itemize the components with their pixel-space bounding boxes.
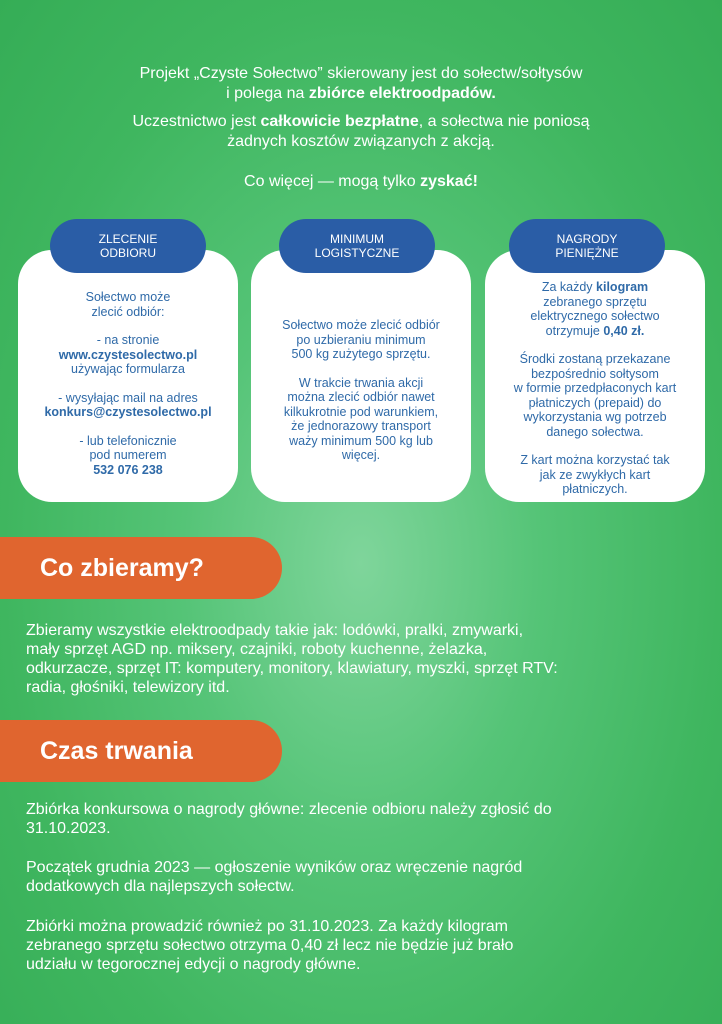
- intro-line: żadnych kosztów związanych z akcją.: [227, 133, 495, 150]
- card-text: waży minimum 500 kg lub: [289, 433, 433, 448]
- card-logistic-minimum: [251, 250, 471, 502]
- card-title-line: PIENIĘŻNE: [555, 246, 619, 260]
- card-text: płatniczych.: [562, 482, 628, 496]
- section-heading-duration: [0, 720, 282, 782]
- card-body: [499, 280, 691, 497]
- card-text: po uzbieraniu minimum: [296, 332, 426, 347]
- card-body: [32, 290, 224, 477]
- intro-paragraph-gain: [0, 172, 722, 192]
- duration-paragraph-results: [26, 858, 696, 896]
- collect-paragraph: [26, 621, 696, 697]
- intro-line: Co więcej — mogą tylko: [244, 173, 421, 190]
- card-text: kilkukrotnie pod warunkiem,: [283, 404, 439, 419]
- card-title-pickup-order: [50, 219, 206, 273]
- card-text: W trakcie trwania akcji: [298, 375, 424, 390]
- card-text: że jednorazowy transport: [291, 419, 431, 433]
- card-title-cash-prizes: [509, 219, 665, 273]
- email-link[interactable]: konkurs@czystesolectwo.pl: [44, 405, 212, 419]
- paragraph-line: Zbieramy wszystkie elektroodpady takie jak: lodówki, pralki, zmywarki,: [26, 622, 524, 639]
- card-text: wykorzystania wg potrzeb: [523, 410, 667, 424]
- card-text: Sołectwo może zlecić odbiór: [282, 318, 440, 332]
- intro-bold: całkowicie bezpłatne: [260, 113, 419, 130]
- paragraph-line: mały sprzęt AGD np. miksery, czajniki, roboty kuchenne, żelazka,: [26, 641, 488, 658]
- card-cash-prizes: [485, 250, 705, 502]
- website-link[interactable]: www.czystesolectwo.pl: [58, 347, 198, 362]
- intro-line: Uczestnictwo jest: [132, 113, 261, 130]
- intro-bold: zyskać!: [420, 173, 478, 190]
- paragraph-line: udziału w tegorocznej edycji o nagrody główne.: [26, 956, 361, 973]
- card-title-line: ZLECENIE: [98, 232, 158, 246]
- intro-line: i polega na: [226, 85, 309, 102]
- card-title-line: NAGRODY: [556, 232, 618, 246]
- intro-line: , a sołectwa nie poniosą: [418, 113, 590, 130]
- card-text: Środki zostaną przekazane: [519, 352, 671, 366]
- paragraph-line: dodatkowych dla najlepszych sołectw.: [26, 878, 295, 895]
- paragraph-line: 31.10.2023.: [26, 820, 111, 837]
- duration-paragraph-after-deadline: [26, 917, 696, 974]
- card-title-line: ODBIORU: [99, 246, 156, 260]
- card-text: jak ze zwykłych kart: [539, 467, 651, 482]
- card-title-line: LOGISTYCZNE: [314, 246, 400, 260]
- paragraph-line: Zbiórki można prowadzić również po 31.10.2023. Za każdy kilogram: [26, 918, 509, 935]
- card-text: w formie przedpłaconych kart: [513, 381, 677, 395]
- section-heading-collect: [0, 537, 282, 599]
- card-title-logistic-minimum: [279, 219, 435, 273]
- card-text: Z kart można korzystać tak: [520, 453, 670, 467]
- paragraph-line: radia, głośniki, telewizory itd.: [26, 679, 230, 696]
- card-text-bold: 0,40 zł.: [603, 323, 645, 338]
- intro-paragraph-free: [0, 112, 722, 152]
- paragraph-line: Początek grudnia 2023 — ogłoszenie wyników oraz wręczenie nagród: [26, 859, 523, 876]
- card-text: - na stronie: [96, 333, 160, 347]
- paragraph-line: Zbiórka konkursowa o nagrody główne: zlecenie odbioru należy zgłosić do: [26, 801, 552, 818]
- intro-line: Projekt „Czyste Sołectwo” skierowany jest do sołectw/sołtysów: [139, 65, 583, 82]
- card-text: Za każdy: [541, 280, 597, 294]
- card-text: Sołectwo może: [85, 290, 171, 304]
- card-text: pod numerem: [89, 448, 167, 462]
- card-text: - lub telefonicznie: [79, 433, 177, 448]
- card-title-line: MINIMUM: [330, 232, 384, 246]
- duration-paragraph-main-prizes: [26, 800, 696, 838]
- card-text: używając formularza: [71, 362, 185, 376]
- card-text-bold: kilogram: [596, 280, 649, 294]
- intro-paragraph-project: [0, 64, 722, 104]
- section-heading-text: Co zbieramy?: [40, 553, 204, 582]
- phone-number[interactable]: 532 076 238: [93, 462, 163, 477]
- paragraph-line: odkurzacze, sprzęt IT: komputery, monitory, klawiatury, myszki, sprzęt RTV:: [26, 660, 558, 677]
- card-text: płatniczych (prepaid) do: [528, 395, 662, 410]
- card-body: [265, 318, 457, 463]
- card-text: - wysyłając mail na adres: [58, 390, 198, 405]
- intro-bold: zbiórce elektroodpadów.: [308, 85, 496, 102]
- card-text: 500 kg zużytego sprzętu.: [291, 347, 431, 361]
- paragraph-line: zebranego sprzętu sołectwo otrzyma 0,40 zł lecz nie będzie już brało: [26, 937, 514, 954]
- card-text: elektrycznego sołectwo: [530, 309, 660, 323]
- card-text: danego sołectwa.: [546, 424, 644, 439]
- card-text: zlecić odbiór:: [91, 304, 165, 319]
- section-heading-text: Czas trwania: [40, 736, 193, 765]
- card-text: więcej.: [341, 448, 381, 462]
- card-text: zebranego sprzętu: [543, 294, 647, 309]
- card-text: otrzymuje: [545, 323, 604, 338]
- card-text: bezpośrednio sołtysom: [531, 366, 659, 381]
- card-pickup-order: [18, 250, 238, 502]
- card-text: można zlecić odbiór nawet: [287, 390, 435, 404]
